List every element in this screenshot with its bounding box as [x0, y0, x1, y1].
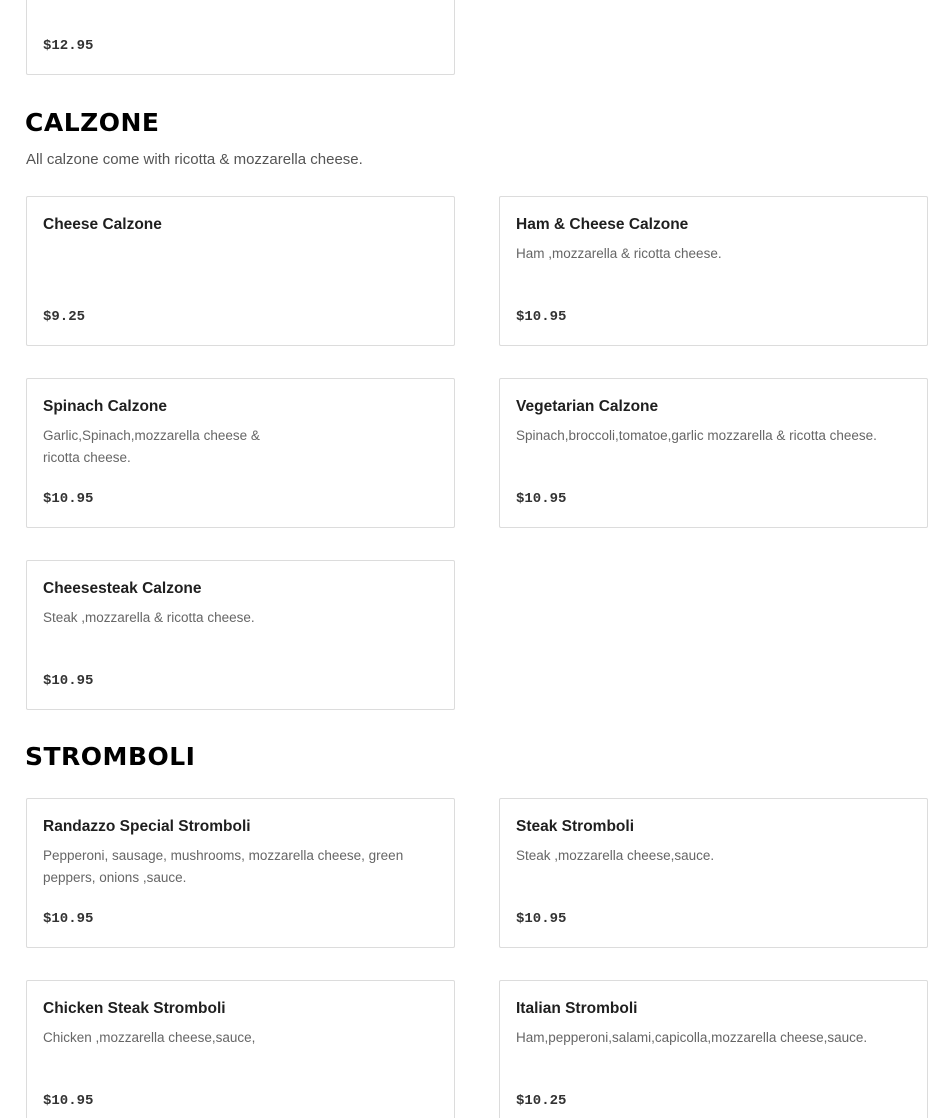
menu-item-card[interactable] — [26, 798, 455, 948]
menu-item-card[interactable] — [26, 560, 455, 710]
item-price: $10.25 — [516, 1093, 567, 1109]
item-name: Chicken Steak Stromboli — [43, 1000, 226, 1017]
section-title-stromboli: STROMBOLI — [25, 742, 196, 771]
item-description: Steak ,mozzarella & ricotta cheese. — [43, 610, 255, 625]
item-price: $10.95 — [43, 491, 94, 507]
item-description-line: ricotta cheese. — [43, 450, 131, 465]
menu-item-card[interactable] — [26, 980, 455, 1118]
item-name: Randazzo Special Stromboli — [43, 818, 251, 835]
item-price: $10.95 — [516, 491, 567, 507]
menu-item-card[interactable] — [499, 196, 928, 346]
item-name: Cheese Calzone — [43, 216, 162, 233]
menu-item-card[interactable] — [499, 798, 928, 948]
item-name: Cheesesteak Calzone — [43, 580, 202, 597]
item-name: Steak Stromboli — [516, 818, 634, 835]
menu-item-card[interactable] — [26, 196, 455, 346]
menu-item-card[interactable] — [499, 980, 928, 1118]
item-description: Spinach,broccoli,tomatoe,garlic mozzarella & ricotta cheese. — [516, 428, 877, 443]
item-description-line: Pepperoni, sausage, mushrooms, mozzarella cheese, green — [43, 848, 404, 863]
item-description-line: peppers, onions ,sauce. — [43, 870, 187, 885]
item-description-line: Garlic,Spinach,mozzarella cheese & — [43, 428, 260, 443]
item-description: Chicken ,mozzarella cheese,sauce, — [43, 1030, 256, 1045]
menu-item-card[interactable] — [26, 0, 455, 75]
item-name: Ham & Cheese Calzone — [516, 216, 689, 233]
item-price: $12.95 — [43, 38, 94, 54]
item-description: Steak ,mozzarella cheese,sauce. — [516, 848, 715, 863]
item-description — [43, 845, 403, 889]
item-description: Ham,pepperoni,salami,capicolla,mozzarella cheese,sauce. — [516, 1030, 868, 1045]
section-title-calzone: CALZONE — [25, 108, 160, 137]
menu-item-card[interactable] — [499, 378, 928, 528]
item-price: $10.95 — [516, 309, 567, 325]
item-price: $10.95 — [516, 911, 567, 927]
item-name: Italian Stromboli — [516, 1000, 638, 1017]
item-name: Vegetarian Calzone — [516, 398, 659, 415]
item-price: $10.95 — [43, 673, 94, 689]
item-description — [43, 425, 260, 469]
section-subtitle-calzone: All calzone come with ricotta & mozzarella cheese. — [26, 151, 363, 168]
item-description: Ham ,mozzarella & ricotta cheese. — [516, 246, 722, 261]
menu-item-card[interactable] — [26, 378, 455, 528]
item-name: Spinach Calzone — [43, 398, 168, 415]
item-price: $10.95 — [43, 911, 94, 927]
item-price: $10.95 — [43, 1093, 94, 1109]
item-price: $9.25 — [43, 309, 86, 325]
